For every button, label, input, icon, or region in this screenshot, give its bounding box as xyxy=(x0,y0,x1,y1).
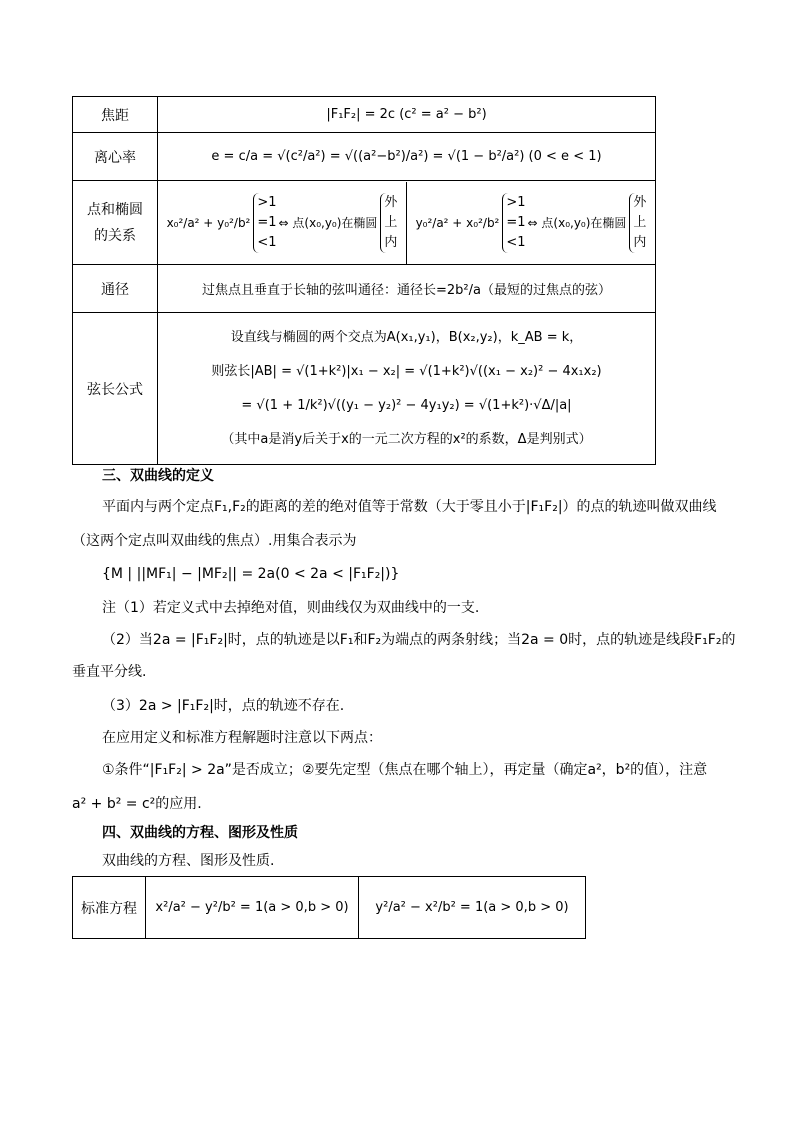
chord-line2: 则弦长|AB| = √(1+k²)|x₁ − x₂| = √(1+k²)√((x₁ − x₂)² − 4x₁x₂) xyxy=(211,363,602,379)
case-lt: <1 xyxy=(506,234,526,250)
section3-note3: （3）2a > |F₁F₂|时，点的轨迹不存在. xyxy=(102,698,345,714)
relation-left-mid: ⇔ 点(x₀,y₀)在椭圆 xyxy=(278,216,378,230)
relation-left-positions xyxy=(380,193,397,253)
chord-line1: 设直线与椭圆的两个交点为A(x₁,y₁)，B(x₂,y₂)，k_AB = k， xyxy=(230,329,583,345)
section3-p3: 在应用定义和标准方程解题时注意以下两点： xyxy=(102,730,382,746)
eq-vertical-hyperbola: y²/a² − x²/b² = 1(a > 0,b > 0) xyxy=(359,877,586,939)
section3-note2: （2）当2a = |F₁F₂|时，点的轨迹是以F₁和F₂为端点的两条射线；当2a = 0时，点的轨迹是线段F₁F₂的 xyxy=(102,632,736,648)
relation-right xyxy=(407,182,655,264)
chord-line3: = √(1 + 1/k²)√((y₁ − y₂)² − 4y₁y₂) = √(1+k²)·√Δ/|a| xyxy=(241,397,572,413)
pos-on: 上 xyxy=(633,214,647,230)
relation-left-formula: x₀²/a² + y₀²/b² xyxy=(166,215,251,230)
eq-horizontal-hyperbola: x²/a² − y²/b² = 1(a > 0,b > 0) xyxy=(146,877,359,939)
label-chord-length: 弦长公式 xyxy=(73,313,158,465)
relation-left-cases xyxy=(253,193,276,253)
section3-set: {M | ||MF₁| − |MF₂|| = 2a(0 < 2a < |F₁F₂|)} xyxy=(102,566,400,582)
section3-p1: 平面内与两个定点F₁,F₂的距离的差的绝对值等于常数（大于零且小于|F₁F₂|）的点的轨迹叫做双曲线 xyxy=(102,499,717,515)
pos-on: 上 xyxy=(384,214,398,230)
section3-p2: （这两个定点叫双曲线的焦点）.用集合表示为 xyxy=(72,533,357,549)
formula-eccentricity: e = c/a = √(c²/a²) = √((a²−b²)/a²) = √(1 − b²/a²) (0 < e < 1) xyxy=(158,133,656,181)
relation-right-formula: y₀²/a² + x₀²/b² xyxy=(415,215,500,230)
pos-outside: 外 xyxy=(384,194,398,210)
section4-heading: 四、双曲线的方程、图形及性质 xyxy=(102,825,298,841)
relation-right-cases xyxy=(502,193,525,253)
section3-note1: 注（1）若定义式中去掉绝对值，则曲线仅为双曲线中的一支. xyxy=(102,600,480,616)
case-gt: >1 xyxy=(506,194,526,210)
label-focal-distance: 焦距 xyxy=(73,97,158,133)
section4-p1: 双曲线的方程、图形及性质. xyxy=(102,853,275,869)
section3-p5: a² + b² = c²的应用. xyxy=(72,796,202,812)
section3-heading: 三、双曲线的定义 xyxy=(102,468,214,484)
hyperbola-equation-table xyxy=(72,876,586,939)
label-line1: 点和椭圆 xyxy=(87,201,143,218)
relation-right-mid: ⇔ 点(x₀,y₀)在椭圆 xyxy=(527,216,627,230)
label-point-ellipse-relation xyxy=(73,181,158,265)
ellipse-properties-table xyxy=(72,96,656,465)
label-line2: 的关系 xyxy=(94,227,136,244)
relation-left xyxy=(158,182,407,264)
relation-cell xyxy=(158,181,656,265)
label-latus-rectum: 通径 xyxy=(73,265,158,313)
pos-outside: 外 xyxy=(633,194,647,210)
formula-focal-distance: |F₁F₂| = 2c (c² = a² − b²) xyxy=(158,97,656,133)
case-eq: =1 xyxy=(257,214,277,230)
formula-chord-length xyxy=(158,313,656,465)
pos-inside: 内 xyxy=(633,234,647,250)
label-standard-equation: 标准方程 xyxy=(73,877,146,939)
formula-latus-rectum: 过焦点且垂直于长轴的弦叫通径：通径长=2b²/a（最短的过焦点的弦） xyxy=(158,265,656,313)
case-eq: =1 xyxy=(506,214,526,230)
label-eccentricity: 离心率 xyxy=(73,133,158,181)
chord-line4: （其中a是消y后关于x的一元二次方程的x²的系数，Δ是判别式） xyxy=(221,431,592,447)
relation-right-positions xyxy=(629,193,646,253)
section3-note2b: 垂直平分线. xyxy=(72,664,147,680)
case-gt: >1 xyxy=(257,194,277,210)
pos-inside: 内 xyxy=(384,234,398,250)
case-lt: <1 xyxy=(257,234,277,250)
section3-p4: ①条件“|F₁F₂| > 2a”是否成立；②要先定型（焦点在哪个轴上），再定量（确定a²，b²的值），注意 xyxy=(102,762,708,778)
